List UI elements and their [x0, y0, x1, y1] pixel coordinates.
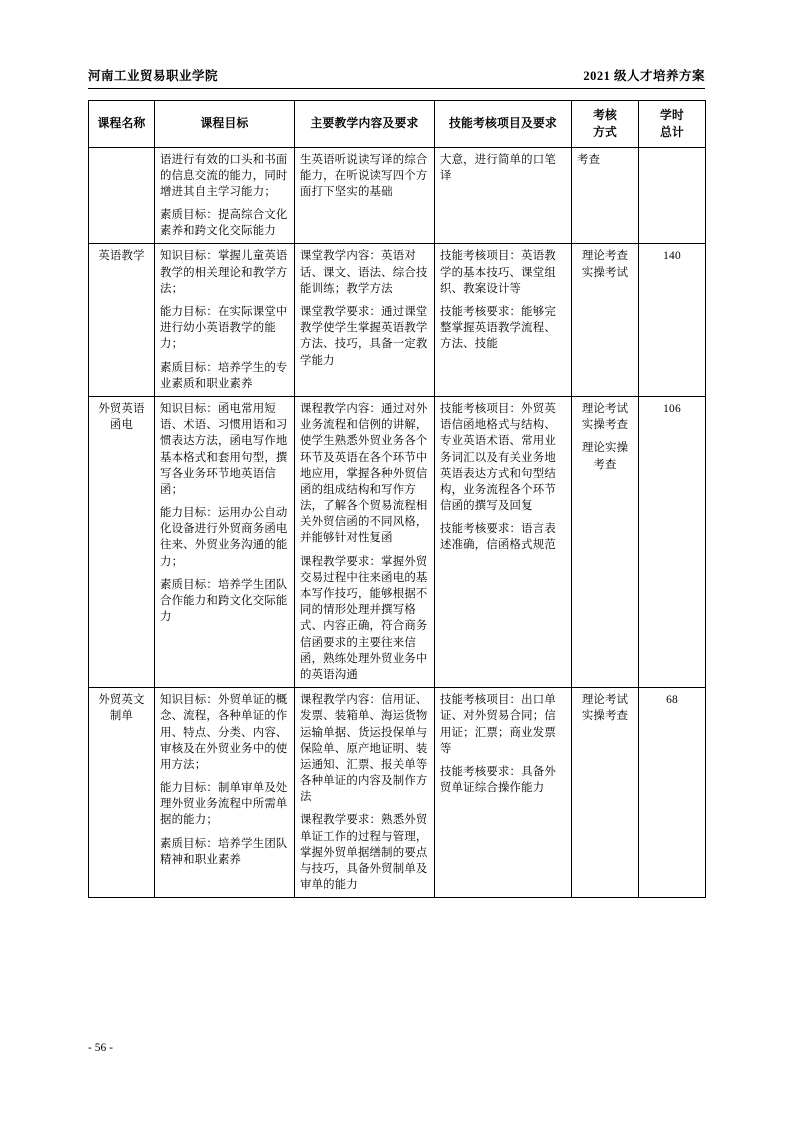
table-row [89, 688, 706, 898]
cell-assessment-method [572, 396, 639, 687]
table-header-row [89, 101, 706, 148]
assessment-paragraph: 考查 [577, 153, 601, 166]
cell-assessment-method [572, 688, 639, 898]
cell-total-hours: 68 [639, 688, 706, 898]
assessment-line: 理论考试 [581, 694, 629, 707]
column-header-teaching-content: 主要教学内容及要求 [295, 101, 435, 148]
page-footer [88, 1042, 113, 1054]
cell-course-name: 外贸英语函电 [89, 396, 155, 687]
cell-course-name: 外贸英文制单 [89, 688, 155, 898]
cell-assessment-method [572, 147, 639, 244]
header-institution: 河南工业贸易职业学院 [88, 69, 219, 83]
objective-paragraph: 素质目标：培养学生的专业素质和职业素养 [160, 361, 288, 390]
assessment-line: 实操考查 [581, 419, 629, 432]
assessment-line: 实操考试 [581, 266, 629, 279]
cell-teaching-content [295, 244, 435, 397]
objective-paragraph: 知识目标：外贸单证的概念、流程，各种单证的作用、特点、分类、内容、审核及在外贸业务中的使用方法； [160, 694, 288, 771]
objective-paragraph: 能力目标：在实际课堂中进行幼小英语教学的能力； [160, 306, 288, 351]
total-hours-line2: 总计 [660, 124, 684, 139]
skill-paragraph: 技能考核项目：外贸英语信函地格式与结构、专业英语术语、常用业务词汇以及有关业务地英语表达方式和句型结构，业务流程各个环节信函的撰写及回复 [440, 402, 556, 513]
assessment-method-line2: 方式 [593, 124, 617, 139]
content-paragraph: 课堂教学要求：通过课堂教学使学生掌握英语教学方法、技巧，具备一定教学能力 [300, 306, 428, 367]
page-header [88, 66, 705, 84]
assessment-line: 理论实操考查 [581, 442, 629, 471]
content-paragraph: 生英语听说读写译的综合能力，在听说读写四个方面打下坚实的基础 [300, 153, 428, 198]
header-divider [88, 88, 705, 89]
header-document-title: 2021 级人才培养方案 [583, 69, 705, 83]
cell-skill-assessment [435, 147, 572, 244]
cell-course-objective [155, 147, 295, 244]
column-header-skill-assessment: 技能考核项目及要求 [435, 101, 572, 148]
course-table [88, 100, 706, 898]
skill-paragraph: 技能考核要求：语言表述准确，信函格式规范 [440, 523, 556, 552]
content-paragraph: 课程教学内容：通过对外业务流程和信例的讲解，使学生熟悉外贸业务各个环节及英语在各个环节中地应用，掌握各种外贸信函的组成结构和写作方法，了解各个贸易流程相关外贸信函的不同风格，并能够针对性复函 [300, 402, 428, 545]
content-paragraph: 课堂教学内容：英语对话、课文、语法、综合技能训练；教学方法 [300, 250, 428, 295]
content-paragraph: 课程教学要求：熟悉外贸单证工作的过程与管理，掌握外贸单据缮制的要点与技巧，具备外贸制单及审单的能力 [300, 814, 428, 892]
cell-course-name [89, 147, 155, 244]
skill-paragraph: 技能考核要求：具备外贸单证综合操作能力 [440, 765, 556, 795]
cell-skill-assessment [435, 244, 572, 397]
cell-skill-assessment [435, 396, 572, 687]
column-header-course-objective: 课程目标 [155, 101, 295, 148]
cell-teaching-content [295, 688, 435, 898]
objective-paragraph: 能力目标：制单审单及处理外贸业务流程中所需单据的能力； [160, 782, 288, 827]
page-number: - 56 - [88, 1042, 113, 1054]
column-header-total-hours [639, 101, 706, 148]
cell-course-objective [155, 396, 295, 687]
total-hours-line1: 学时 [660, 108, 684, 122]
assessment-line: 实操考查 [581, 710, 629, 723]
objective-paragraph: 语进行有效的口头和书面的信息交流的能力，同时增进其自主学习能力； [160, 153, 288, 198]
table-row [89, 396, 706, 687]
cell-total-hours: 140 [639, 244, 706, 397]
skill-paragraph: 技能考核项目：英语教学的基本技巧、课堂组织、教案设计等 [440, 250, 556, 295]
cell-skill-assessment [435, 688, 572, 898]
content-paragraph: 课程教学要求：掌握外贸交易过程中往来函电的基本写作技巧，能够根据不同的情形处理并撰写格式、内容正确，符合商务信函要求的主要往来信函，熟练处理外贸业务中的英语沟通 [300, 555, 428, 681]
cell-course-objective [155, 244, 295, 397]
objective-paragraph: 能力目标：运用办公自动化设备进行外贸商务函电往来、外贸业务沟通的能力； [160, 507, 288, 568]
cell-course-objective [155, 688, 295, 898]
objective-paragraph: 知识目标：掌握儿童英语教学的相关理论和教学方法； [160, 250, 288, 295]
assessment-line: 理论考查 [581, 250, 629, 263]
skill-paragraph: 大意，进行简单的口笔译 [440, 153, 556, 182]
cell-total-hours: 106 [639, 396, 706, 687]
cell-course-name: 英语教学 [89, 244, 155, 397]
column-header-assessment-method [572, 101, 639, 148]
assessment-method-line1: 考核 [593, 108, 617, 122]
table-row [89, 147, 706, 244]
objective-paragraph: 素质目标：培养学生团队精神和职业素养 [160, 837, 288, 866]
objective-paragraph: 知识目标：函电常用短语、术语、习惯用语和习惯表达方法，函电写作地基本格式和套用句型，撰写各业务环节地英语信函； [160, 402, 288, 496]
skill-paragraph: 技能考核要求：能够完整掌握英语教学流程、方法、技能 [440, 306, 556, 351]
table-row [89, 244, 706, 397]
objective-paragraph: 素质目标：提高综合文化素养和跨文化交际能力 [160, 209, 288, 238]
cell-teaching-content [295, 396, 435, 687]
skill-paragraph: 技能考核项目：出口单证、对外贸易合同；信用证；汇票；商业发票等 [440, 694, 556, 755]
content-paragraph: 课程教学内容：信用证、发票、装箱单、海运货物运输单据、货运投保单与保险单、原产地证明、装运通知、汇票、报关单等各种单证的内容及制作方法 [300, 694, 428, 804]
cell-assessment-method [572, 244, 639, 397]
objective-paragraph: 素质目标：培养学生团队合作能力和跨文化交际能力 [160, 578, 288, 624]
assessment-line: 理论考试 [581, 402, 629, 415]
cell-teaching-content [295, 147, 435, 244]
column-header-course-name: 课程名称 [89, 101, 155, 148]
cell-total-hours [639, 147, 706, 244]
